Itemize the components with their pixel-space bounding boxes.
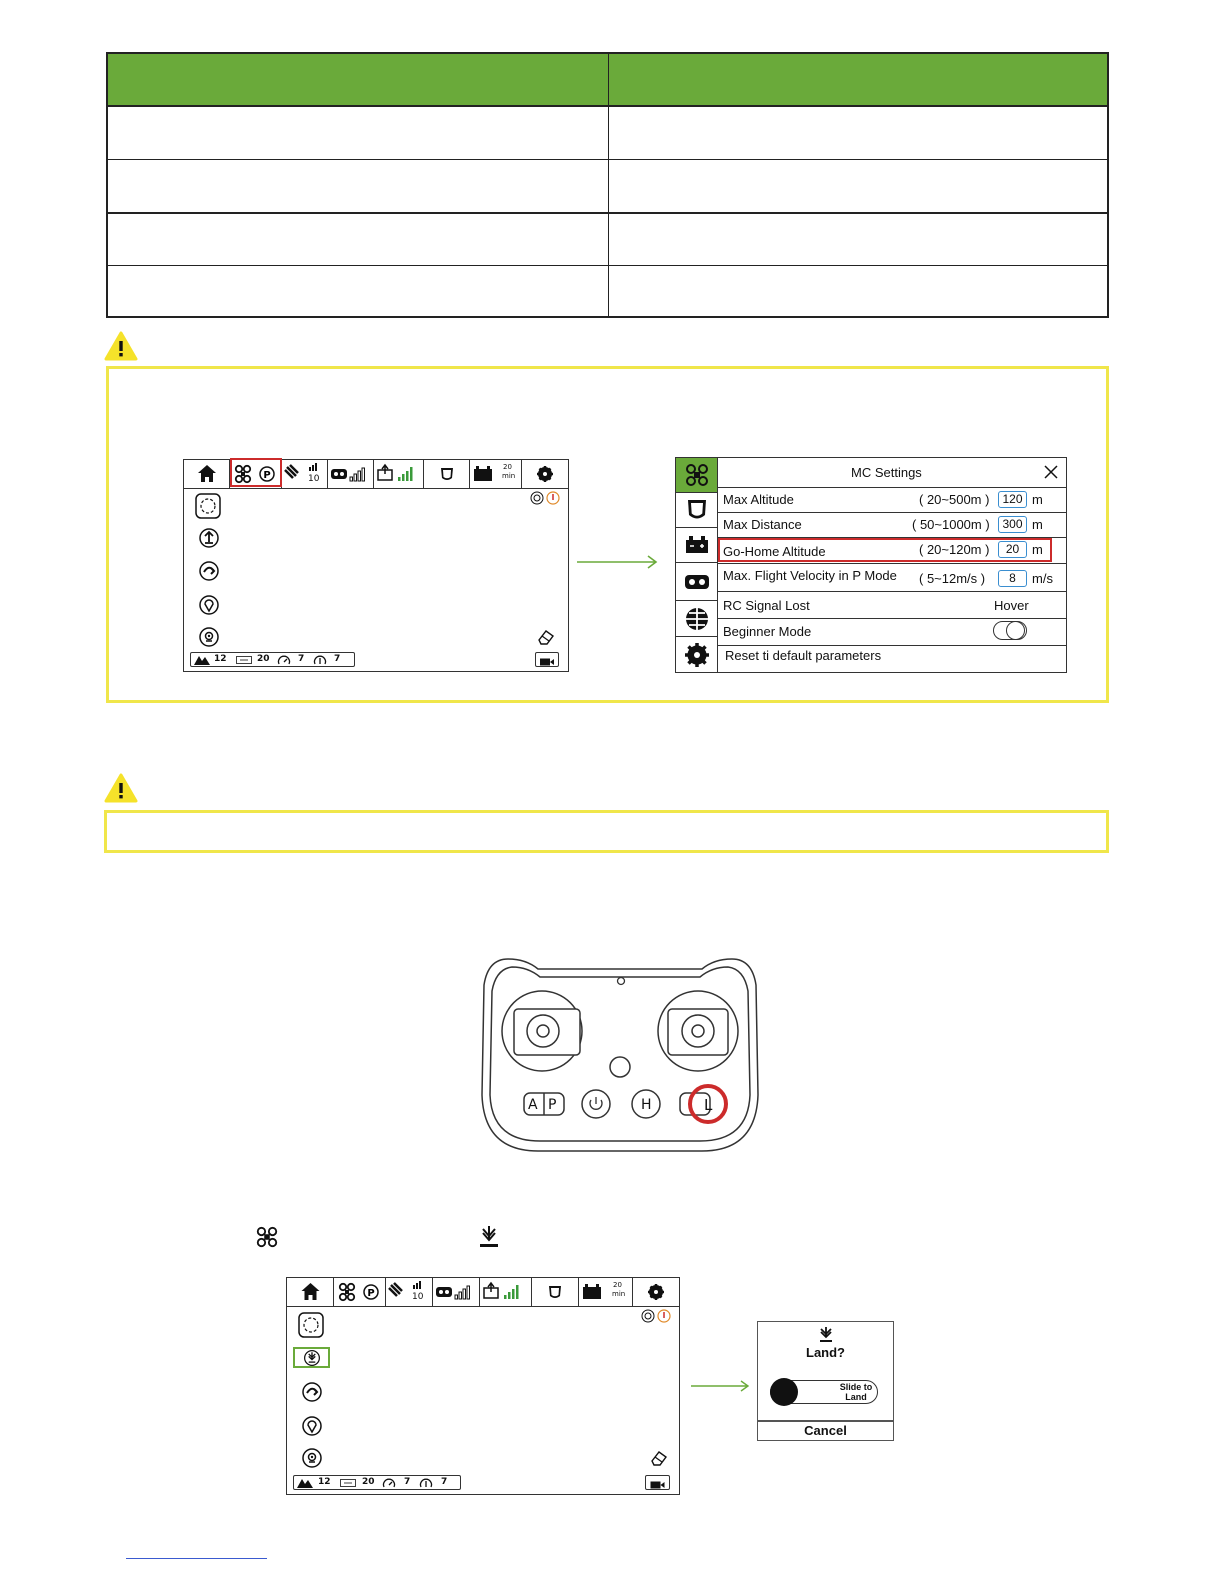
- aircraft-signal-icon: [480, 1278, 530, 1306]
- camera-cell[interactable]: [532, 1278, 579, 1306]
- tab-mc-settings[interactable]: [676, 458, 717, 493]
- p-button-label[interactable]: P: [548, 1097, 557, 1113]
- takeoff-icon[interactable]: [198, 527, 220, 549]
- top-status-bar: [287, 1278, 679, 1307]
- land-icon: [478, 1225, 500, 1249]
- flight-screen: [183, 459, 569, 672]
- max-velocity-input[interactable]: 8: [998, 570, 1027, 587]
- distance-icon: [236, 655, 252, 665]
- altitude-value: 12: [318, 1477, 331, 1487]
- video-camera-icon: [646, 1479, 668, 1491]
- globe-icon: [684, 606, 710, 632]
- drone-icon: [684, 462, 710, 488]
- follow-icon[interactable]: [301, 1447, 323, 1469]
- setting-unit: m: [1032, 517, 1043, 532]
- remote-signal-cell[interactable]: [328, 460, 374, 488]
- info-table: [106, 52, 1109, 318]
- h-speed-icon: [277, 654, 291, 665]
- h-speed-value: 7: [298, 654, 305, 664]
- max-distance-input[interactable]: 300: [998, 516, 1027, 533]
- h-speed-value: 7: [404, 1477, 411, 1487]
- setting-row-rc-signal-lost: [718, 591, 1066, 619]
- arrow-icon: [690, 1378, 752, 1394]
- setting-unit: m/s: [1032, 571, 1053, 586]
- setting-row-beginner-mode: [718, 618, 1066, 646]
- video-camera-icon: [536, 656, 557, 668]
- setting-label: Beginner Mode: [723, 624, 812, 639]
- setting-label: Go-Home Altitude: [723, 544, 826, 559]
- flight-time-unit: min: [612, 1290, 626, 1298]
- battery-cell[interactable]: [470, 460, 522, 488]
- footer-link-underline[interactable]: [126, 1558, 267, 1559]
- home-button[interactable]: [184, 460, 230, 488]
- dialog-divider: [758, 1420, 893, 1422]
- setting-row-go-home-altitude: [718, 537, 1066, 564]
- table-column-divider: [608, 54, 609, 316]
- mc-settings-panel: [675, 457, 1067, 673]
- flight-screen-2: [286, 1277, 680, 1495]
- arrow-icon: [576, 553, 660, 571]
- land-dialog-title: Land?: [806, 1345, 845, 1360]
- setting-row-reset[interactable]: [718, 645, 1066, 672]
- slide-knob[interactable]: [770, 1378, 798, 1406]
- land-icon: [818, 1326, 834, 1344]
- aircraft-signal-icon: [374, 460, 424, 488]
- satellite-count: 10: [412, 1292, 424, 1302]
- gear-icon: [522, 460, 568, 488]
- land-button-highlight[interactable]: [293, 1347, 330, 1368]
- land-confirm-dialog: [757, 1321, 894, 1441]
- distance-value: 20: [257, 654, 270, 664]
- svg-text:P: P: [263, 470, 271, 481]
- home-icon: [184, 460, 230, 488]
- remote-signal-cell[interactable]: [433, 1278, 480, 1306]
- v-speed-icon: [313, 654, 327, 665]
- toggle-knob: [1006, 621, 1025, 640]
- drone-icon: [334, 1278, 386, 1306]
- warning-box-2: [104, 810, 1109, 853]
- flight-time-value: 20: [613, 1281, 622, 1289]
- flight-stats: [293, 1475, 461, 1490]
- home-button[interactable]: [287, 1278, 334, 1306]
- setting-row-max-velocity: [718, 563, 1066, 592]
- setting-range: ( 20~500m ): [919, 492, 990, 507]
- max-altitude-input[interactable]: 120: [998, 491, 1027, 508]
- v-speed-value: 7: [441, 1477, 448, 1487]
- setting-unit: m: [1032, 542, 1043, 557]
- waypoint-icon[interactable]: [198, 594, 220, 616]
- eraser-icon[interactable]: [536, 628, 556, 646]
- rc-signal-lost-value[interactable]: Hover: [994, 598, 1029, 613]
- cancel-button[interactable]: Cancel: [804, 1423, 847, 1438]
- table-row-divider: [108, 265, 1107, 266]
- compass-icons: [640, 1308, 672, 1324]
- tab-remote[interactable]: [676, 563, 717, 601]
- beginner-mode-toggle[interactable]: [993, 621, 1027, 640]
- l-button-label[interactable]: L: [704, 1096, 713, 1114]
- mc-settings-header: [718, 458, 1066, 488]
- setting-row-max-distance: [718, 512, 1066, 538]
- map-view-icon[interactable]: [195, 493, 221, 519]
- table-row-divider: [108, 159, 1107, 160]
- battery-icon: [684, 532, 710, 558]
- follow-icon[interactable]: [198, 626, 220, 648]
- remote-icon: [328, 460, 374, 488]
- home-icon: [287, 1278, 334, 1306]
- satellite-icon: [282, 460, 328, 488]
- h-speed-icon: [382, 1477, 396, 1488]
- tab-general[interactable]: [676, 601, 717, 637]
- warning-triangle-icon: [104, 331, 138, 361]
- remote-icon: [433, 1278, 479, 1306]
- return-home-icon[interactable]: [301, 1381, 323, 1403]
- satellite-count: 10: [308, 474, 320, 484]
- record-button[interactable]: [535, 652, 559, 667]
- distance-icon: [340, 1478, 356, 1488]
- setting-label: Max. Flight Velocity in P Mode: [723, 568, 897, 583]
- flight-time-value: 20: [503, 463, 512, 471]
- a-button-label[interactable]: A: [528, 1097, 538, 1113]
- camera-cell[interactable]: [424, 460, 470, 488]
- setting-unit: m: [1032, 492, 1043, 507]
- eraser-icon[interactable]: [649, 1449, 669, 1467]
- mc-settings-title: MC Settings: [851, 465, 922, 480]
- satellite-cell[interactable]: [386, 1278, 433, 1306]
- slide-to-land-label: Slide to Land: [839, 1382, 873, 1402]
- tab-battery[interactable]: [676, 528, 717, 563]
- h-button-label[interactable]: H: [641, 1097, 652, 1113]
- table-row-divider: [108, 212, 1107, 214]
- tab-gimbal[interactable]: [676, 493, 717, 528]
- gimbal-icon: [532, 1278, 578, 1306]
- distance-value: 20: [362, 1477, 375, 1487]
- warning-triangle-icon: [104, 773, 138, 803]
- battery-cell[interactable]: [579, 1278, 633, 1306]
- gimbal-icon: [424, 460, 470, 488]
- flight-stats: [190, 652, 355, 667]
- aircraft-signal-cell[interactable]: [480, 1278, 532, 1306]
- altitude-icon: [194, 654, 210, 665]
- aircraft-signal-cell[interactable]: [374, 460, 424, 488]
- return-home-icon[interactable]: [198, 560, 220, 582]
- svg-text:P: P: [367, 1288, 375, 1299]
- settings-button[interactable]: [633, 1278, 679, 1306]
- mode-cell[interactable]: [334, 1278, 386, 1306]
- compass-icons: [529, 490, 561, 506]
- flight-time-unit: min: [502, 472, 516, 480]
- setting-range: ( 5~12m/s ): [919, 571, 986, 586]
- altitude-value: 12: [214, 654, 227, 664]
- gimbal-icon: [684, 497, 710, 523]
- satellite-cell[interactable]: [282, 460, 328, 488]
- go-home-highlight: [718, 538, 1052, 562]
- altitude-icon: [297, 1477, 313, 1488]
- v-speed-icon: [419, 1477, 433, 1488]
- setting-label: Max Altitude: [723, 492, 794, 507]
- setting-label: Max Distance: [723, 517, 802, 532]
- tab-system[interactable]: [676, 637, 717, 673]
- v-speed-value: 7: [334, 654, 341, 664]
- setting-range: ( 50~1000m ): [912, 517, 990, 532]
- gear-icon: [633, 1278, 679, 1306]
- map-view-icon[interactable]: [298, 1312, 324, 1338]
- remote-icon: [684, 569, 710, 595]
- waypoint-icon[interactable]: [301, 1415, 323, 1437]
- mode-highlight: [230, 458, 282, 487]
- land-icon: [302, 1349, 322, 1367]
- reset-label[interactable]: Reset ti default parameters: [725, 648, 882, 663]
- settings-button[interactable]: [522, 460, 568, 488]
- satellite-icon: [386, 1278, 432, 1306]
- setting-range: ( 20~120m ): [919, 542, 990, 557]
- setting-row-max-altitude: [718, 487, 1066, 513]
- drone-icon: [255, 1225, 279, 1249]
- go-home-altitude-input[interactable]: 20: [998, 541, 1027, 558]
- settings-sidebar: [676, 458, 718, 672]
- close-icon[interactable]: [1044, 465, 1058, 479]
- gear-icon: [684, 642, 710, 668]
- record-button[interactable]: [645, 1475, 670, 1490]
- setting-label: RC Signal Lost: [723, 598, 810, 613]
- remote-controller-illustration: [478, 955, 762, 1155]
